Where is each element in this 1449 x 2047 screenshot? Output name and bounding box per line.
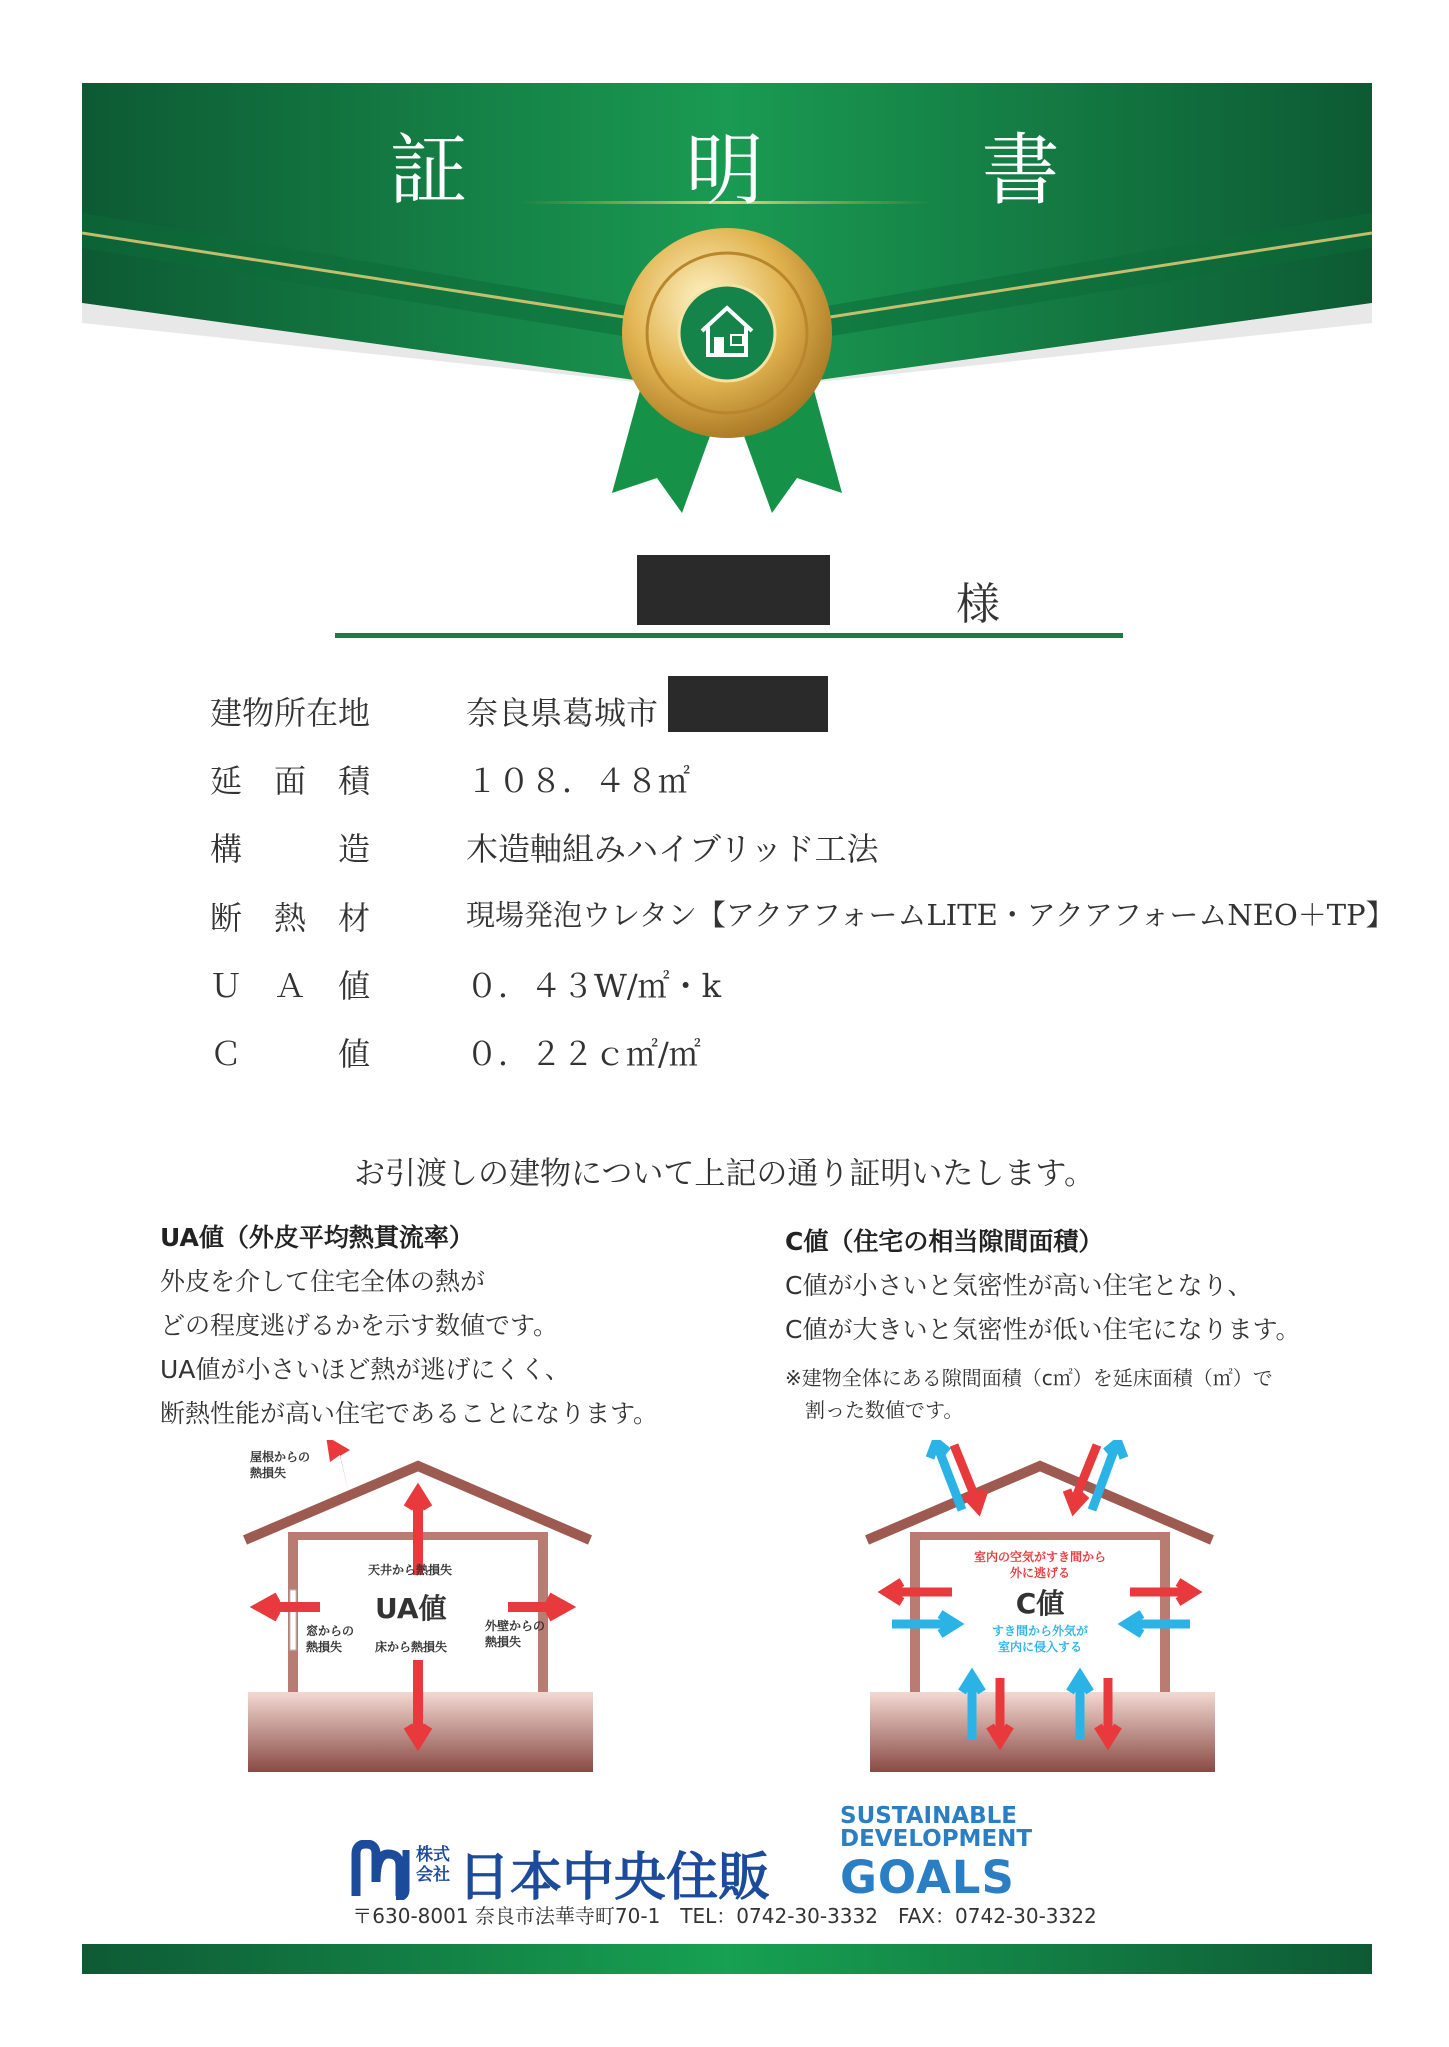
floor-loss-label: 床から熱損失 [375,1640,448,1654]
c-bottom-text: 室内に侵入する [997,1640,1083,1654]
recipient-name-redacted [637,555,830,625]
info-value: ０．２２ｃ㎡/㎡ [466,1035,701,1073]
info-value: 木造軸組みハイブリッド工法 [466,830,879,868]
info-label: Ｃ 値 [210,1035,371,1073]
certification-statement: お引渡しの建物について上記の通り証明いたします。 [354,1156,1095,1192]
wall-loss-label: 熱損失 [485,1635,522,1649]
sdgs-goals: GOALS [840,1851,1015,1904]
bottom-bar [82,1944,1372,1974]
info-label: 構 造 [210,830,371,868]
recipient-underline [335,633,1123,638]
wall-loss-label: 外壁からの [485,1619,546,1633]
info-label: 断 熱 材 [210,899,371,937]
c-value-diagram [862,1440,1222,1780]
info-value: １０８．４８㎡ [466,762,691,800]
ua-center-label: UA値 [375,1592,447,1625]
c-center-label: C値 [1015,1587,1065,1620]
info-value: 奈良県葛城市 [466,694,659,732]
c-top-text: 外に逃げる [1009,1566,1071,1580]
c-explanation-note: ※建物全体にある隙間面積（c㎡）を延床面積（㎡）で [785,1366,1273,1390]
c-top-text: 室内の空気がすき間から [973,1550,1107,1564]
address-redacted [668,676,828,732]
company-address: 〒630-8001 奈良市法華寺町70-1 TEL：0742-30-3332 FAX：0742-30-3322 [352,1904,1097,1928]
info-label: 延 面 積 [210,762,371,800]
info-row-structure [210,824,1360,884]
ceiling-loss-label: 天井から熱損失 [368,1563,453,1577]
company-name: 日本中央住販 [458,1848,771,1908]
info-value: ０．４３W/㎡・k [466,967,722,1005]
info-row-floor-area [210,756,1360,816]
company-logo [350,1835,820,1908]
info-value: 現場発泡ウレタン【アクアフォームLITE・アクアフォームNEO＋TP】 [466,898,1395,932]
c-explanation-note: 割った数値です。 [805,1398,964,1422]
sdgs-line2: DEVELOPMENT [840,1826,1033,1852]
ua-explanation-line: UA値が小さいほど熱が逃げにくく、 [160,1355,570,1384]
recipient-honorific: 様 [956,579,1000,630]
sdgs-line1: SUSTAINABLE [840,1803,1018,1829]
roof-loss-label: 屋根からの [250,1450,311,1464]
roof-loss-label: 熱損失 [250,1466,287,1480]
info-row-ua-value [210,961,1360,1021]
company-mark-icon [350,1840,414,1900]
c-explanation-line: C値が大きいと気密性が低い住宅になります。 [785,1315,1301,1344]
window-loss-label: 窓からの [306,1624,355,1638]
certificate-title: 証 明 書 [389,126,1130,216]
c-explanation-line: C値が小さいと気密性が高い住宅となり、 [785,1271,1253,1300]
sdgs-logo [840,1805,1032,1851]
c-bottom-text: すき間から外気が [991,1624,1089,1638]
info-label: 建物所在地 [210,694,371,732]
c-explanation-title: C値（住宅の相当隙間面積） [785,1227,1104,1256]
window-loss-label: 熱損失 [306,1640,343,1654]
ua-explanation-line: どの程度逃げるかを示す数値です。 [160,1311,559,1340]
info-label: Ｕ Ａ 値 [210,967,371,1005]
ua-explanation-line: 外皮を介して住宅全体の熱が [160,1267,486,1296]
ua-explanation-line: 断熱性能が高い住宅であることになります。 [160,1399,659,1428]
ua-explanation-title: UA値（外皮平均熱貫流率） [160,1223,474,1252]
company-prefix: 株式会社 [416,1845,450,1885]
info-row-insulation [210,893,1395,953]
ua-value-diagram [240,1440,600,1780]
info-row-c-value [210,1029,1360,1089]
